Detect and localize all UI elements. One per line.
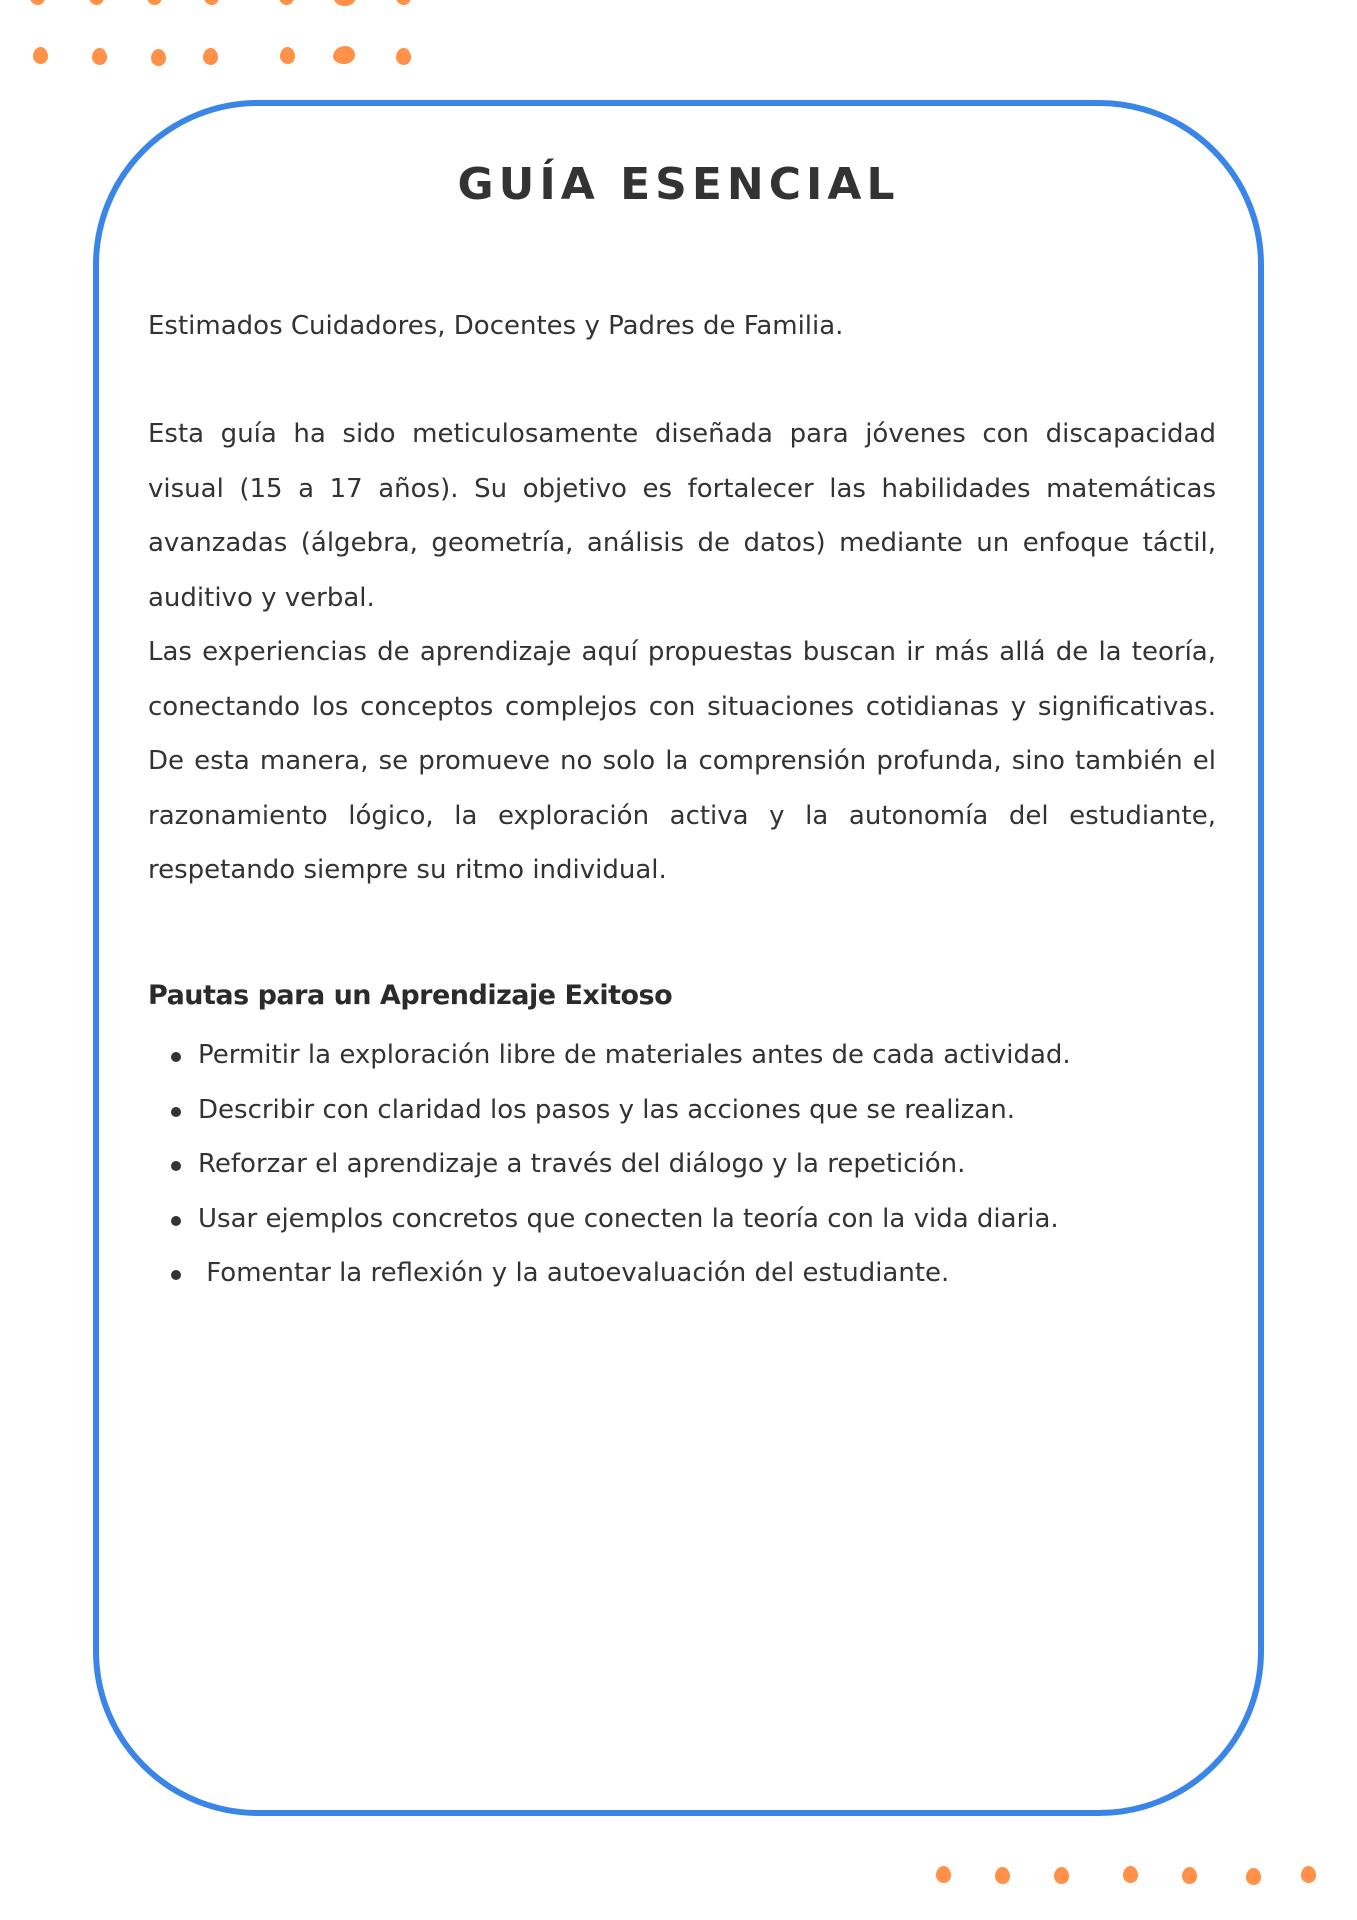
bullet-icon — [171, 1270, 181, 1280]
guidelines-heading: Pautas para un Aprendizaje Exitoso — [148, 980, 673, 1011]
decorative-dot — [204, 0, 219, 5]
list-item — [148, 1137, 1218, 1192]
decorative-dot — [1182, 1867, 1197, 1884]
decorative-dot — [1246, 1868, 1261, 1885]
decorative-dot — [151, 49, 166, 66]
decorative-dot — [30, 0, 45, 5]
bullet-icon — [171, 1052, 181, 1062]
decorative-dot — [92, 48, 107, 65]
list-item-text: Describir con claridad los pasos y las acciones que se realizan. — [198, 1094, 1016, 1125]
decorative-dot — [279, 0, 294, 5]
decorative-dot — [995, 1867, 1010, 1884]
list-item — [148, 1192, 1218, 1247]
decorative-dot — [1123, 1866, 1138, 1883]
list-item — [148, 1083, 1218, 1138]
list-item-text: Fomentar la reflexión y la autoevaluación del estudiante. — [198, 1258, 950, 1288]
decorative-dot — [396, 0, 411, 5]
list-item — [148, 1246, 1218, 1301]
decorative-dot — [1054, 1867, 1069, 1884]
decorative-dot — [147, 0, 162, 5]
decorative-dot — [89, 0, 104, 5]
decorative-dot — [33, 47, 48, 64]
intro-paragraphs — [148, 407, 1216, 898]
list-item-text: Permitir la exploración libre de materiales antes de cada actividad. — [198, 1040, 1071, 1070]
content-frame — [93, 100, 1264, 1816]
list-item-text: Usar ejemplos concretos que conecten la teoría con la vida diaria. — [198, 1203, 1059, 1234]
decorative-dot — [396, 48, 411, 65]
bullet-icon — [171, 1107, 181, 1117]
decorative-dot — [203, 48, 218, 65]
bullet-icon — [171, 1216, 181, 1226]
bullet-icon — [171, 1161, 181, 1171]
decorative-dot — [333, 46, 355, 64]
guidelines-list — [148, 1028, 1218, 1301]
paragraph: Esta guía ha sido meticulosamente diseñada para jóvenes con discapacidad visual (15 a 17 años). Su objetivo es fortalecer las habilidades matemáticas avanzadas (álgebra, geometría, análisis de datos) mediante un enfoque táctil, auditivo y verbal. — [148, 419, 1216, 613]
page-title: GUÍA ESENCIAL — [457, 159, 900, 210]
decorative-dot — [1301, 1866, 1316, 1883]
greeting: Estimados Cuidadores, Docentes y Padres de Familia. — [148, 311, 844, 341]
paragraph: Las experiencias de aprendizaje aquí propuestas buscan ir más allá de la teoría, conectando los conceptos complejos con situaciones cotidianas y significativas. De esta manera, se promueve no solo la comprensión profunda, sino también el razonamiento lógico, la exploración activa y la autonomía del estudiante, respetando siempre su ritmo individual. — [148, 637, 1216, 885]
list-item — [148, 1028, 1218, 1083]
decorative-dot — [280, 47, 295, 64]
list-item-text: Reforzar el aprendizaje a través del diálogo y la repetición. — [198, 1149, 966, 1179]
decorative-dot — [936, 1866, 951, 1883]
decorative-dot — [334, 0, 356, 6]
